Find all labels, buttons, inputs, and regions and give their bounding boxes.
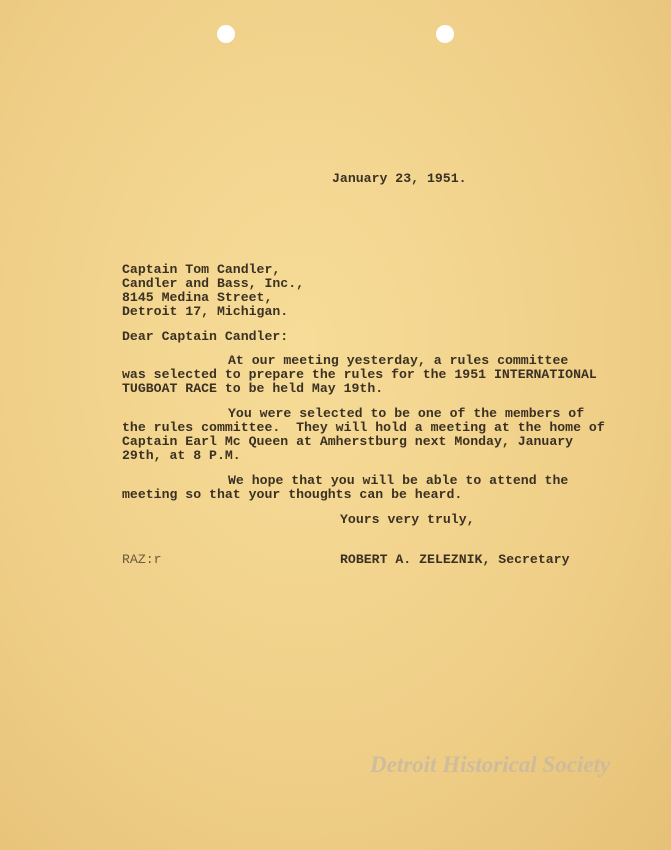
salutation: Dear Captain Candler: [122, 329, 289, 344]
paragraph-line: You were selected to be one of the members of [228, 406, 585, 421]
paragraph-line: was selected to prepare the rules for the 1951 INTERNATIONAL [122, 367, 597, 382]
paragraph-line: 29th, at 8 P.M. [122, 448, 241, 463]
signature-block: ROBERT A. ZELEZNIK, Secretary [340, 552, 570, 567]
address-line: 8145 Medina Street, [122, 290, 273, 305]
paragraph-line: meeting so that your thoughts can be heard. [122, 487, 463, 502]
address-line: Detroit 17, Michigan. [122, 304, 289, 319]
watermark: Detroit Historical Society [370, 752, 611, 777]
address-line: Candler and Bass, Inc., [122, 276, 305, 291]
punch-hole [217, 25, 235, 43]
letter-date: January 23, 1951. [332, 171, 467, 186]
paragraph-line: At our meeting yesterday, a rules committee [228, 353, 569, 368]
paragraph-line: We hope that you will be able to attend the [228, 473, 569, 488]
paragraph-line: Captain Earl Mc Queen at Amherstburg next Monday, January [122, 434, 574, 449]
paragraph-line: the rules committee. They will hold a meeting at the home of [122, 420, 605, 435]
closing: Yours very truly, [340, 512, 475, 527]
typist-initials: RAZ:r [122, 552, 162, 567]
paragraph-line: TUGBOAT RACE to be held May 19th. [122, 381, 384, 396]
punch-hole [436, 25, 454, 43]
address-line: Captain Tom Candler, [122, 262, 281, 277]
